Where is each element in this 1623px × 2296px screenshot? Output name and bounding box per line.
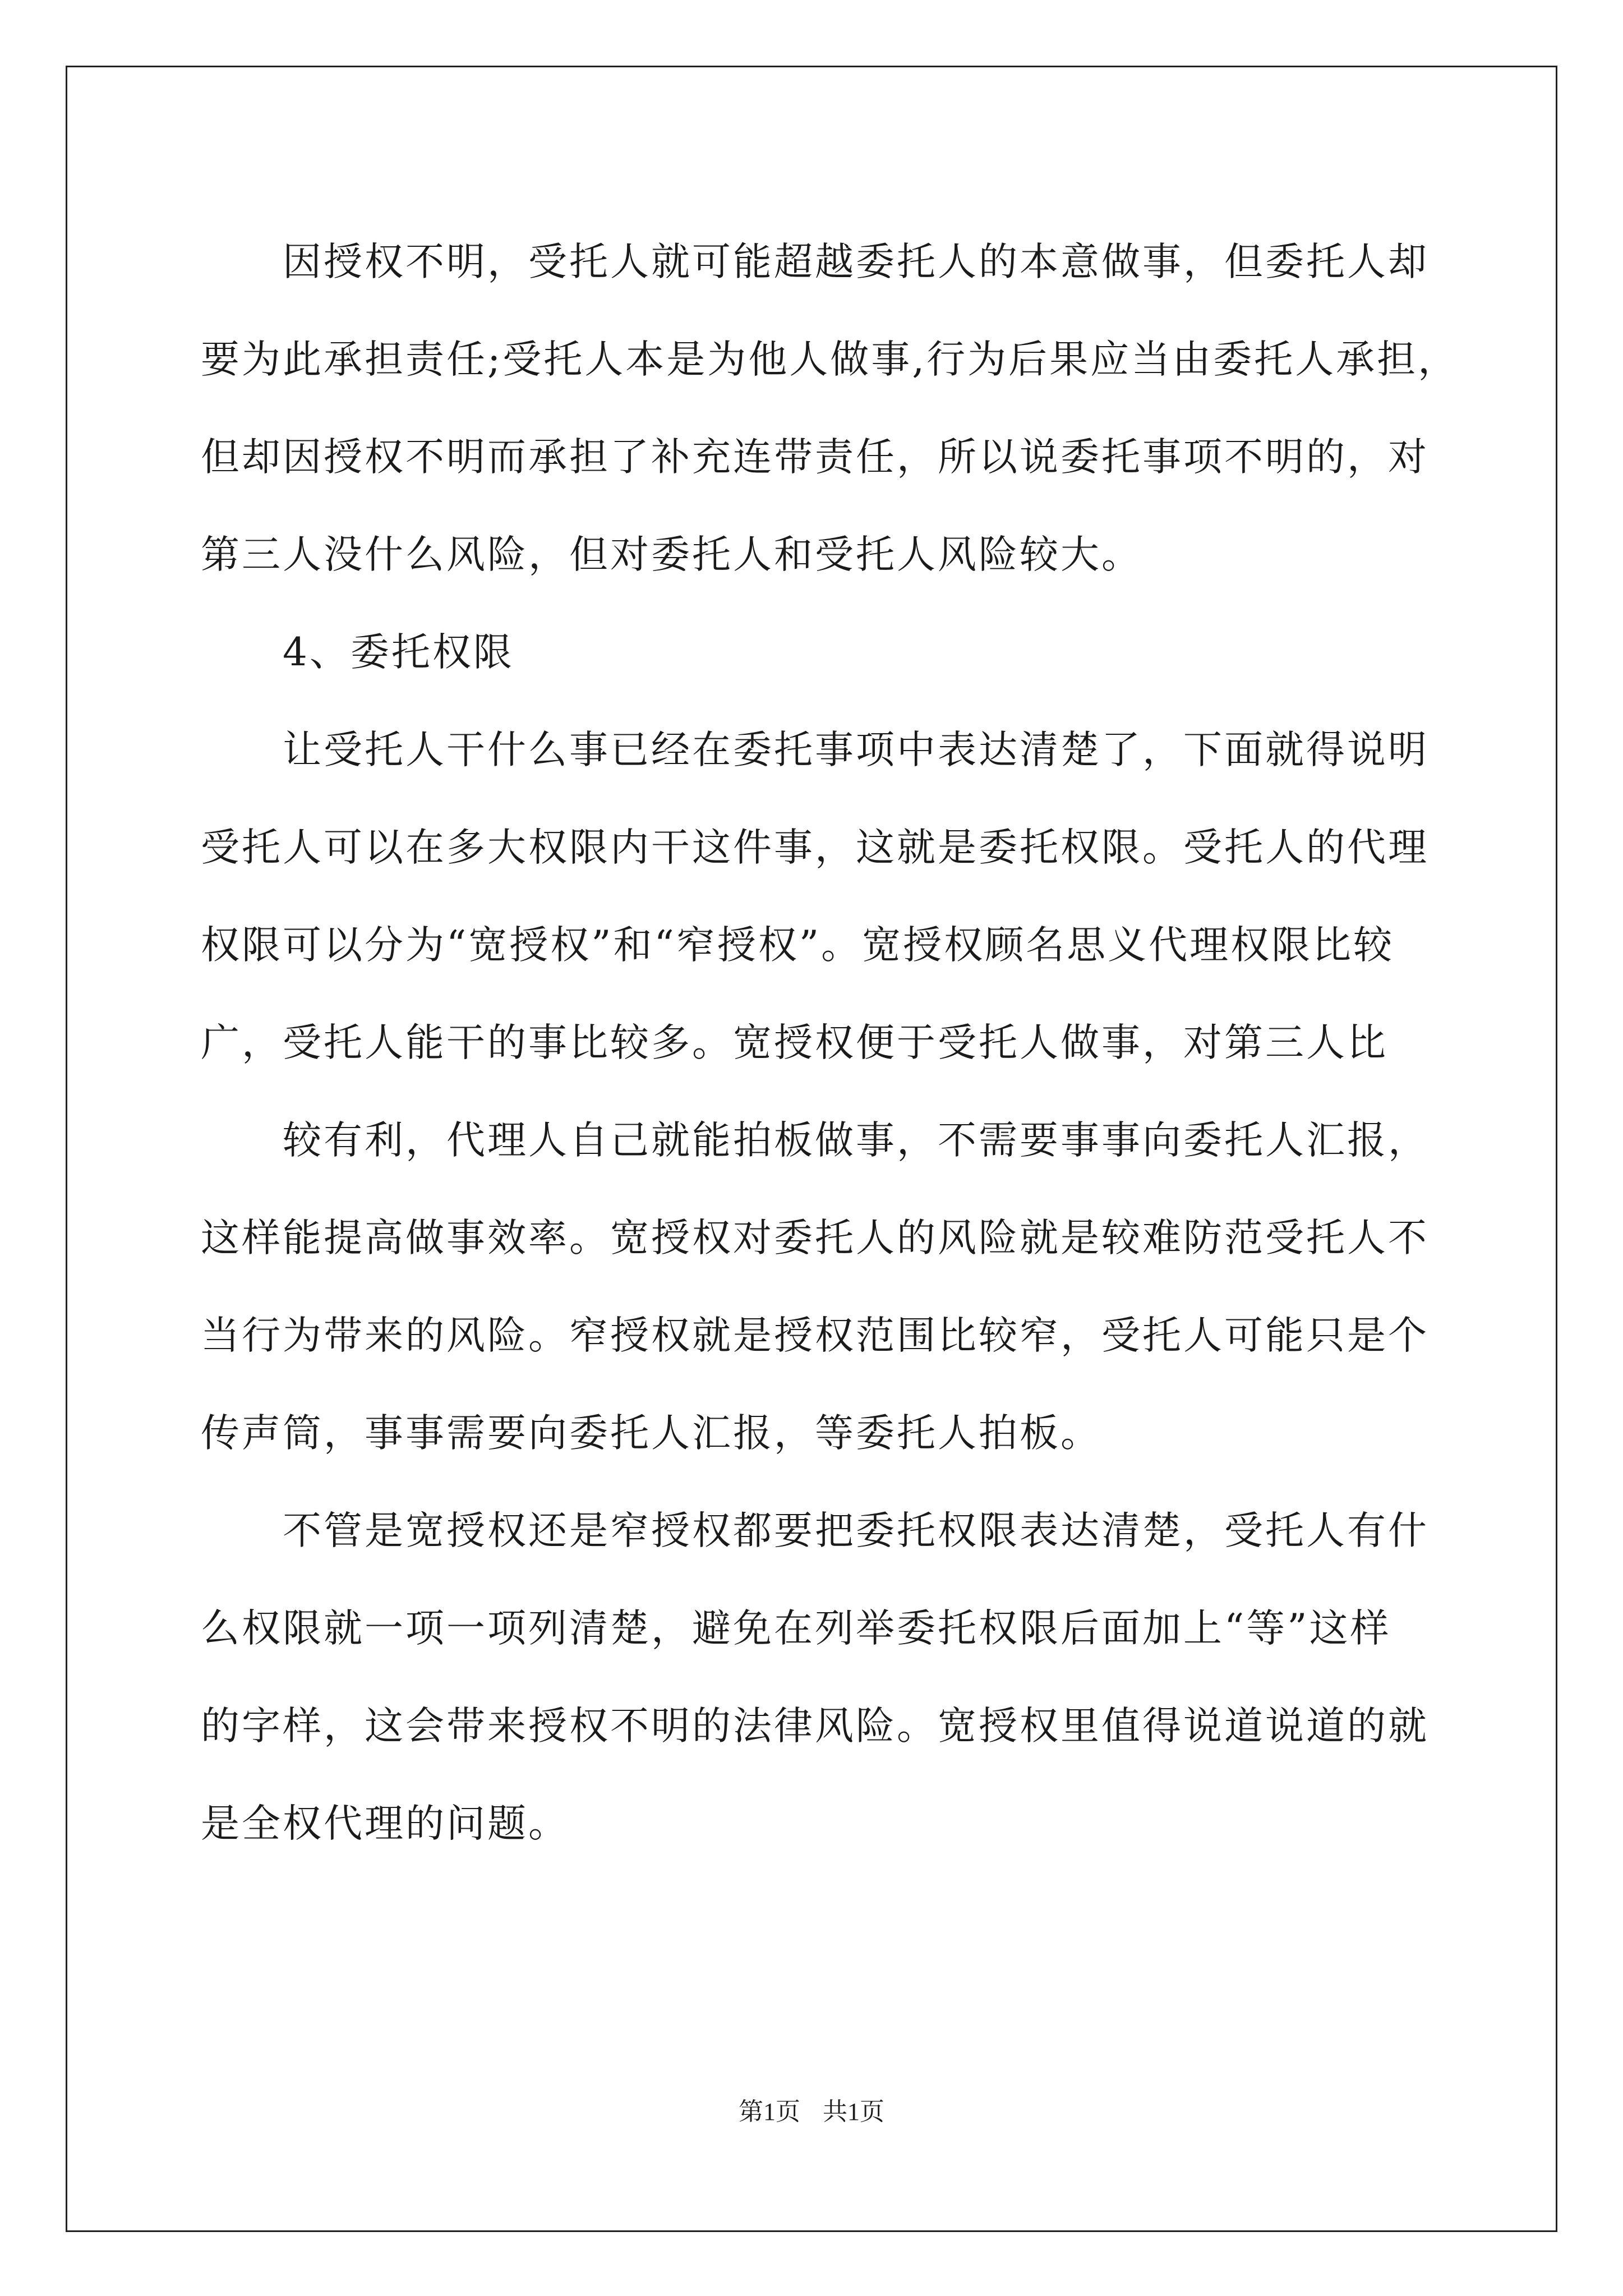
text-line: 但却因授权不明而承担了补充连带责任，所以说委托事项不明的，对: [201, 435, 1429, 480]
text-line: 因授权不明，受托人就可能超越委托人的本意做事，但委托人却: [283, 240, 1429, 284]
text-line: 广，受托人能干的事比较多。宽授权便于受托人做事，对第三人比: [201, 1020, 1388, 1065]
text-line: 第三人没什么风险，但对委托人和受托人风险较大。: [201, 532, 1142, 577]
page-number: 第1页: [739, 2098, 800, 2125]
text-line: 的字样，这会带来授权不明的法律风险。宽授权里值得说道说道的就: [201, 1704, 1429, 1749]
text-line: 是全权代理的问题。: [201, 1801, 569, 1846]
text-line: 权限可以分为“宽授权”和“窄授权”。宽授权顾名思义代理权限比较: [201, 923, 1395, 968]
text-line: 这样能提高做事效率。宽授权对委托人的风险就是较难防范受托人不: [201, 1216, 1429, 1260]
section-heading: 4、委托权限: [283, 630, 514, 675]
text-line: 当行为带来的风险。窄授权就是授权范围比较窄，受托人可能只是个: [201, 1313, 1429, 1358]
text-line: 传声筒，事事需要向委托人汇报，等委托人拍板。: [201, 1411, 1101, 1456]
text-line: 让受托人干什么事已经在委托事项中表达清楚了，下面就得说明: [283, 728, 1429, 772]
text-line: 要为此承担责任;受托人本是为他人做事,行为后果应当由委托人承担，: [201, 337, 1459, 382]
text-line: 较有利，代理人自己就能拍板做事，不需要事事向委托人汇报，: [283, 1118, 1429, 1163]
text-line: 受托人可以在多大权限内干这件事，这就是委托权限。受托人的代理: [201, 825, 1429, 870]
text-line: 不管是宽授权还是窄授权都要把委托权限表达清楚，受托人有什: [283, 1508, 1429, 1553]
page-total: 共1页: [823, 2098, 884, 2125]
document-body: [201, 213, 1491, 1872]
text-line: 么权限就一项一项列清楚，避免在列举委托权限后面加上“等”这样: [201, 1606, 1391, 1651]
page-footer: [0, 2091, 1623, 2127]
